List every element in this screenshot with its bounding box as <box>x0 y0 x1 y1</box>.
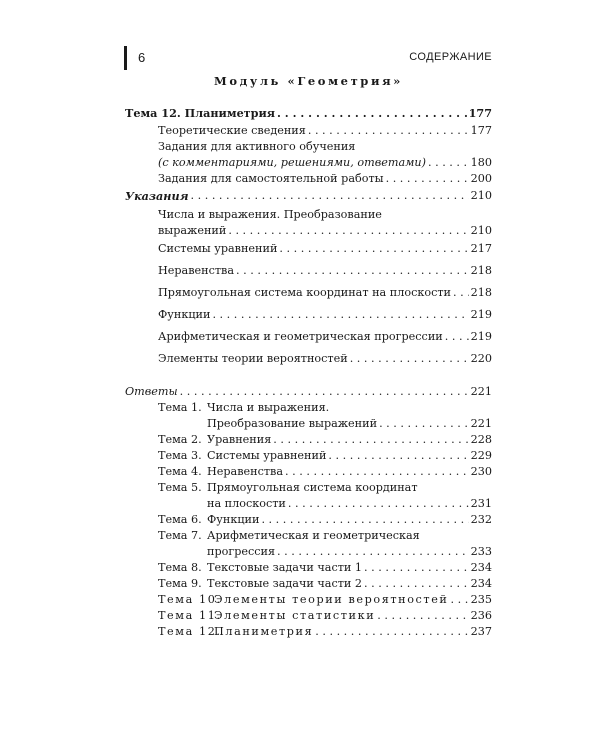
toc-entry-title: Элементы теории вероятностей <box>214 593 449 606</box>
toc-entry-answer-theme11[interactable] <box>214 608 492 624</box>
toc-entry-title: Текстовые задачи части 1 <box>207 561 363 574</box>
toc-entry-title: Системы уравнений <box>207 449 327 462</box>
toc-entry-hint-systems[interactable] <box>158 241 492 257</box>
toc-entry-page: 218 <box>470 286 492 299</box>
toc-entry-page: 221 <box>470 417 492 430</box>
toc-entry-answer-theme2[interactable] <box>207 432 492 448</box>
toc-entry-title: Функции <box>207 513 260 526</box>
toc-leader-dots <box>377 608 468 624</box>
toc-entry-title: Уравнения <box>207 433 272 446</box>
toc-entry-title: на плоскости <box>207 497 286 510</box>
answer-theme-label: Тема 1. <box>158 401 202 414</box>
toc-entry-theme12[interactable] <box>125 105 492 121</box>
module-title: Модуль «Геометрия» <box>214 74 403 88</box>
toc-leader-dots <box>277 105 467 121</box>
answer-theme-label: Тема 2. <box>158 433 202 446</box>
toc-entry-page: 177 <box>470 124 492 137</box>
toc-leader-dots <box>453 285 469 301</box>
toc-entry-page: 230 <box>470 465 492 478</box>
toc-entry-answer-theme8[interactable] <box>207 560 492 576</box>
toc-entry-title: Текстовые задачи части 2 <box>207 577 363 590</box>
toc-leader-dots <box>379 416 469 432</box>
toc-leader-dots <box>364 560 469 576</box>
toc-entry-answer-theme4[interactable] <box>207 464 492 480</box>
answer-theme-label: Тема 6. <box>158 513 202 526</box>
toc-entry-page: 229 <box>470 449 492 462</box>
toc-entry-hint-progressions[interactable] <box>158 329 492 345</box>
toc-entry-title: Системы уравнений <box>158 242 278 255</box>
toc-entry-answer-theme1[interactable] <box>207 416 492 432</box>
toc-entry-page: 210 <box>470 189 492 202</box>
toc-entry-title: Преобразование выражений <box>207 417 378 430</box>
toc-entry-answer-theme10[interactable] <box>214 592 492 608</box>
answer-theme-label: Тема 10. <box>158 593 222 606</box>
toc-entry-page: 234 <box>470 561 492 574</box>
toc-entry-page: 237 <box>470 625 492 638</box>
answer-theme-label: Тема 8. <box>158 561 202 574</box>
toc-leader-dots <box>308 123 469 139</box>
answer-theme-label: Тема 7. <box>158 529 202 542</box>
answer-theme-label: Тема 3. <box>158 449 202 462</box>
toc-entry-answer-theme6[interactable] <box>207 512 492 528</box>
toc-leader-dots <box>236 263 469 279</box>
toc-entry-theory[interactable] <box>158 123 492 139</box>
toc-leader-dots <box>285 464 469 480</box>
toc-entry-title: Элементы статистики <box>214 609 376 622</box>
toc-leader-dots <box>428 155 469 171</box>
toc-leader-dots <box>386 171 469 187</box>
toc-entry-title: Планиметрия <box>214 625 314 638</box>
answer-theme1-line1: Числа и выражения. <box>207 401 330 414</box>
toc-entry-hint-inequalities[interactable] <box>158 263 492 279</box>
page-number: 6 <box>138 50 146 65</box>
toc-leader-dots <box>288 496 469 512</box>
toc-entry-title: прогрессия <box>207 545 276 558</box>
toc-entry-page: 210 <box>470 224 492 237</box>
toc-leader-dots <box>190 188 468 204</box>
toc-entry-title: Прямоугольная система координат на плоскости <box>158 286 451 299</box>
toc-leader-dots <box>212 307 468 323</box>
toc-entry-page: 221 <box>470 385 492 398</box>
toc-entry-title: Задания для самостоятельной работы <box>158 172 384 185</box>
toc-leader-dots <box>350 351 469 367</box>
toc-leader-dots <box>279 241 468 257</box>
toc-entry-page: 231 <box>470 497 492 510</box>
toc-entry-hint-functions[interactable] <box>158 307 492 323</box>
answer-theme5-line1: Прямоугольная система координат <box>207 481 418 494</box>
toc-entry-active-tasks[interactable] <box>158 155 492 171</box>
toc-entry-page: 233 <box>470 545 492 558</box>
toc-entry-page: 177 <box>468 106 492 120</box>
toc-entry-page: 220 <box>470 352 492 365</box>
toc-entry-answers[interactable] <box>125 384 492 400</box>
toc-entry-page: 228 <box>470 433 492 446</box>
toc-entry-title: Функции <box>158 308 211 321</box>
toc-entry-page: 219 <box>470 330 492 343</box>
toc-entry-page: 234 <box>470 577 492 590</box>
toc-entry-title: Тема 12. Планиметрия <box>125 106 276 120</box>
toc-entry-self-work[interactable] <box>158 171 492 187</box>
toc-leader-dots <box>228 223 468 239</box>
toc-entry-title: выражений <box>158 224 227 237</box>
toc-entry-page: 200 <box>470 172 492 185</box>
toc-entry-page: 219 <box>470 308 492 321</box>
toc-leader-dots <box>450 592 468 608</box>
toc-entry-hint-numbers[interactable] <box>158 223 492 239</box>
toc-entry-title: Указания <box>125 189 189 203</box>
toc-entry-page: 236 <box>470 609 492 622</box>
toc-leader-dots <box>364 576 469 592</box>
answer-theme-label: Тема 9. <box>158 577 202 590</box>
toc-entry-answer-theme3[interactable] <box>207 448 492 464</box>
toc-entry-page: 180 <box>470 156 492 169</box>
toc-entry-active-tasks-line1: Задания для активного обучения <box>158 140 356 153</box>
toc-entry-title: Арифметическая и геометрическая прогрессии <box>158 330 443 343</box>
toc-leader-dots <box>261 512 468 528</box>
toc-leader-dots <box>180 384 469 400</box>
toc-entry-answer-theme12[interactable] <box>214 624 492 640</box>
toc-entry-hints[interactable] <box>125 188 492 204</box>
toc-entry-page: 232 <box>470 513 492 526</box>
toc-entry-title: Неравенства <box>207 465 284 478</box>
answer-theme-label: Тема 12. <box>158 625 222 638</box>
toc-leader-dots <box>277 544 469 560</box>
answer-theme-label: Тема 4. <box>158 465 202 478</box>
toc-entry-title: Элементы теории вероятностей <box>158 352 348 365</box>
toc-entry-answer-theme5[interactable] <box>207 496 492 512</box>
toc-leader-dots <box>328 448 468 464</box>
toc-entry-answer-theme7[interactable] <box>207 544 492 560</box>
toc-entry-page: 218 <box>470 264 492 277</box>
answer-theme-label: Тема 11. <box>158 609 222 622</box>
running-head: СОДЕРЖАНИЕ <box>409 51 492 63</box>
toc-leader-dots <box>315 624 468 640</box>
toc-entry-page: 217 <box>470 242 492 255</box>
toc-entry-title: Теоретические сведения <box>158 124 306 137</box>
toc-entry-hint-numbers-line1: Числа и выражения. Преобразование <box>158 208 382 221</box>
toc-entry-page: 235 <box>470 593 492 606</box>
toc-leader-dots <box>273 432 468 448</box>
answer-theme7-line1: Арифметическая и геометрическая <box>207 529 420 542</box>
page-number-bar <box>124 46 127 70</box>
toc-entry-answer-theme9[interactable] <box>207 576 492 592</box>
answer-theme-label: Тема 5. <box>158 481 202 494</box>
toc-entry-title: (с комментариями, решениями, ответами) <box>158 156 426 169</box>
toc-entry-title: Неравенства <box>158 264 235 277</box>
toc-leader-dots <box>445 329 469 345</box>
toc-entry-hint-probability[interactable] <box>158 351 492 367</box>
toc-entry-title: Ответы <box>125 385 178 398</box>
toc-entry-hint-coordinates[interactable] <box>158 285 492 301</box>
